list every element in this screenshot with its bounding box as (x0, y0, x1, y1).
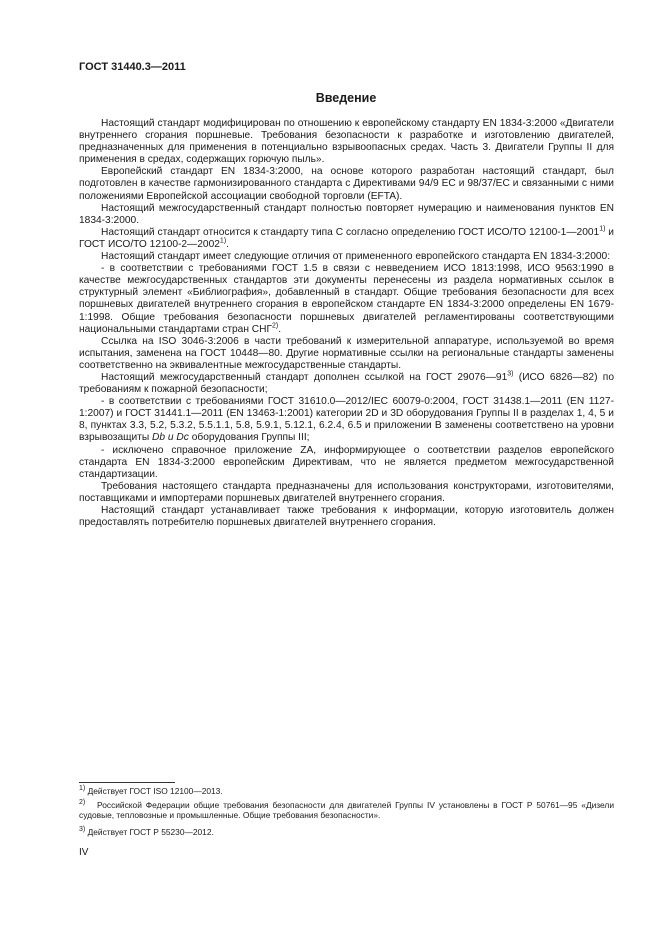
footnote-1: $^{1)}$ Действует ГОСТ ISO 12100—2013. (79, 785, 223, 796)
page-number: IV (79, 847, 89, 858)
paragraph-7: Ссылка на ISO 3046-3:2006 в части требований к измерительной аппаратуре, используемой во время испытания, заменена на ГОСТ 10448—80. Другие нормативные ссылки на региональные стандарты заменены соответственно на эквивалентные межгосударственные стандарты. (79, 335, 614, 371)
document-code-header: ГОСТ 31440.3—2011 (79, 61, 186, 73)
footnote-ref: 2) (272, 322, 279, 330)
paragraph-4: Настоящий стандарт относится к стандарту типа С согласно определению ГОСТ ИСО/ТО 12100-1—2001$^{1)}$ и ГОСТ ИСО/ТО 12100-2—2002$^{1)}$. (79, 225, 615, 250)
paragraph-10: - исключено справочное приложение ZA, информирующее о соответствии разделов европейского стандарта EN 1834-3:2000 европейским Директивам, что не является предметом межгосударственной стандартизации. (79, 444, 614, 480)
footnote-ref: 1) (599, 225, 606, 233)
footnote-2: $^{2)}$ Российской Федерации общие требования безопасности для двигателей Группы IV установлены в ГОСТ Р 50761—95 «Дизели судовые, тепловозные и промышленные. Общие требования безопасности». (79, 799, 614, 821)
paragraph-5: Настоящий стандарт имеет следующие отличия от примененного европейского стандарта EN 1834-3:2000: (101, 251, 611, 263)
footnote-ref: 3) (507, 370, 514, 378)
italic-term: Db и Dc (152, 432, 189, 444)
paragraph-2: Европейский стандарт EN 1834-3:2000, на основе которого разработан настоящий стандарт, был подготовлен в качестве гармонизированного стандарта с Директивами 94/9 ЕС и 98/37/ЕС и связанными с ними положениями Европейской ассоциации свободной торговли (EFTA). (79, 166, 614, 202)
footnote-ref: 1) (219, 237, 227, 245)
paragraph-3: Настоящий межгосударственный стандарт полностью повторяет нумерацию и наименования пунктов EN 1834-3:2000. (79, 202, 614, 226)
paragraph-6: - в соответствии с требованиями ГОСТ 1.5 в связи с невведением ИСО 1813:1998, ИСО 9563:1990 в качестве межгосударственных стандартов эти документы перенесены из раздела нормативных ссылок в структурный элемент «Библиография», добавленный в стандарт. Общие требования безопасности для всех поршневых двигателей внутреннего сгорания в европейском стандарте EN 1834-3:2000 определены EN 1679-1:1998. Общие требования безопасности поршневых двигателей регламентированы соответствующими национальными стандартами стран СНГ$^{2)}$. (79, 263, 614, 335)
paragraph-12: Настоящий стандарт устанавливает также требования к информации, которую изготовитель должен предоставлять потребителю поршневых двигателей внутреннего сгорания. (79, 505, 614, 529)
introduction-body (79, 118, 614, 529)
paragraph-1: Настоящий стандарт модифицирован по отношению к европейскому стандарту EN 1834-3:2000 «Двигатели внутреннего сгорания поршневые. Требования безопасности к разработке и изготовлению двигателей, предназначенных для применения в потенциально взрывоопасных средах. Часть 3. Двигатели Группы II для применения в средах, содержащих горючую пыль». (79, 118, 614, 166)
paragraph-11: Требования настоящего стандарта предназначены для использования конструкторами, изготовителями, поставщиками и импортерами поршневых двигателей внутреннего сгорания. (79, 480, 614, 504)
footnote-separator (79, 782, 175, 783)
footnote-3: $^{3)}$ Действует ГОСТ Р 55230—2012. (79, 826, 214, 837)
section-title: Введение (315, 91, 377, 105)
paragraph-8: Настоящий межгосударственный стандарт дополнен ссылкой на ГОСТ 29076—91$^{3)}$ (ИСО 6826—82) по требованиям к пожарной безопасности; (79, 370, 614, 396)
paragraph-9: - в соответствии с требованиями ГОСТ 31610.0—2012/IEC 60079-0:2004, ГОСТ 31438.1—2011 (EN 1127-1:2007) и ГОСТ 31441.1—2011 (EN 13463-1:2001) категории 2D и 3D оборудования Группы II в разделах 1, 4, 5 и 8, пунктах 3.3, 5.2, 5.3.2, 5.5.1.1, 5.8, 5.9.1, 5.12.1, 6.2.4, 6.5 и приложении В заменены соответствено на уровни взрывозащиты Db и Dc оборудования Группы III; (79, 396, 614, 444)
